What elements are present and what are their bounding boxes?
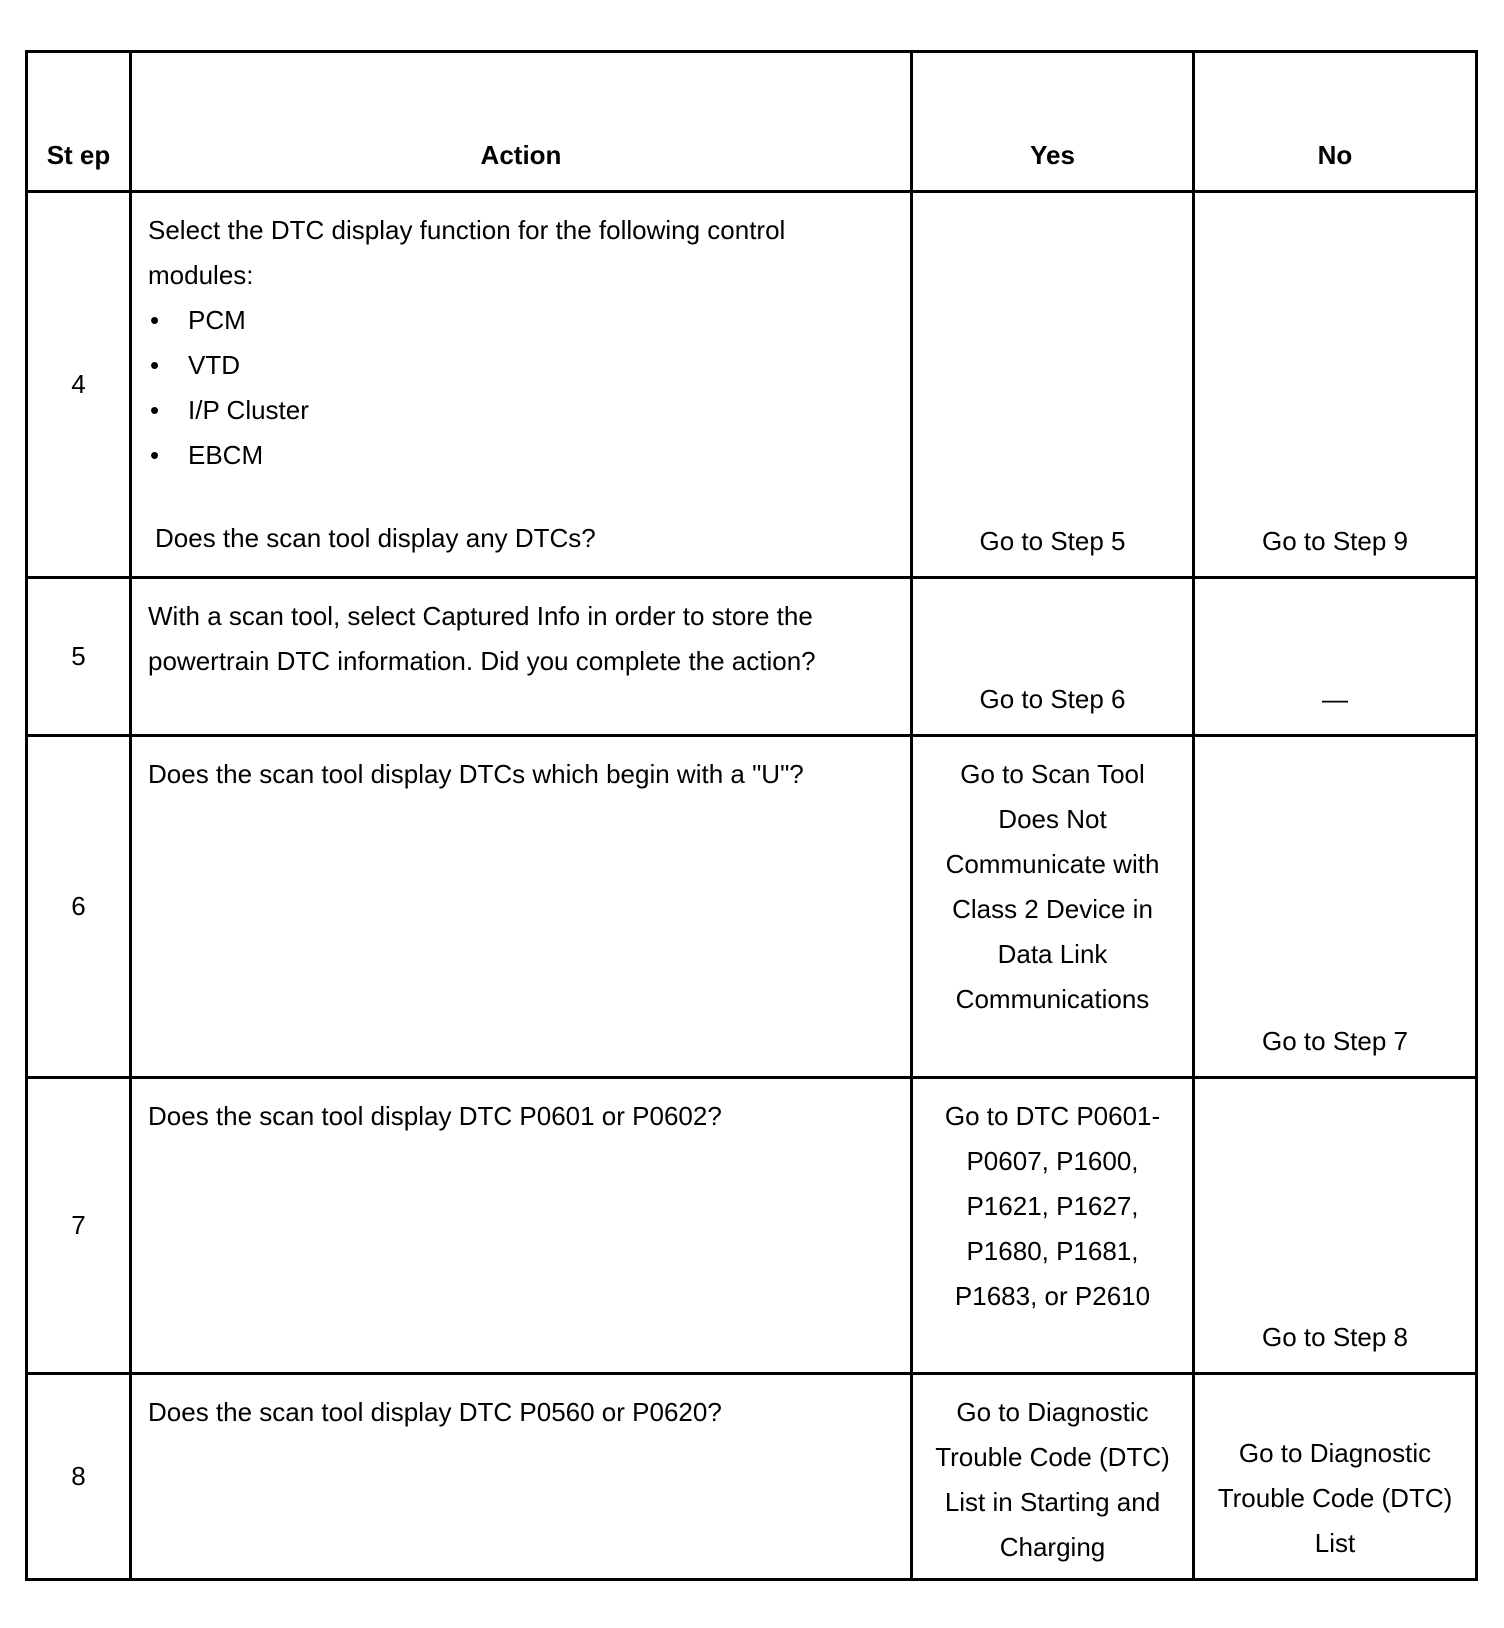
step-number: 4: [27, 192, 131, 578]
list-item: • EBCM: [148, 433, 895, 478]
header-action: Action: [131, 52, 912, 192]
list-item: • VTD: [148, 343, 895, 388]
diagnostic-table: [25, 50, 1478, 1581]
yes-cell: Go to Scan Tool Does Not Communicate with Class 2 Device in Data Link Communications: [912, 736, 1194, 1078]
step-number: 5: [27, 578, 131, 736]
no-cell: —: [1194, 578, 1477, 736]
no-cell: Go to Diagnostic Trouble Code (DTC) List: [1194, 1374, 1477, 1580]
header-row: [27, 52, 1477, 192]
action-cell: With a scan tool, select Captured Info in order to store the powertrain DTC information. Did you complete the action?: [131, 578, 912, 736]
yes-cell: Go to Step 5: [912, 192, 1194, 578]
table-row: [27, 1374, 1477, 1580]
yes-cell: Go to DTC P0601-P0607, P1600, P1621, P1627, P1680, P1681, P1683, or P2610: [912, 1078, 1194, 1374]
list-item: • PCM: [148, 298, 895, 343]
step-number: 7: [27, 1078, 131, 1374]
header-step: St ep: [27, 52, 131, 192]
action-intro: Select the DTC display function for the following control modules:: [148, 215, 786, 290]
header-no: No: [1194, 52, 1477, 192]
table-row: [27, 192, 1477, 578]
module-list: [148, 298, 895, 478]
table-row: [27, 736, 1477, 1078]
list-item: • I/P Cluster: [148, 388, 895, 433]
table-row: [27, 1078, 1477, 1374]
step-number: 8: [27, 1374, 131, 1580]
action-cell: Does the scan tool display DTC P0601 or P0602?: [131, 1078, 912, 1374]
no-cell: Go to Step 8: [1194, 1078, 1477, 1374]
no-cell: Go to Step 7: [1194, 736, 1477, 1078]
header-yes: Yes: [912, 52, 1194, 192]
action-question: Does the scan tool display any DTCs?: [155, 523, 596, 553]
yes-cell: Go to Diagnostic Trouble Code (DTC) List in Starting and Charging: [912, 1374, 1194, 1580]
step-number: 6: [27, 736, 131, 1078]
action-cell: Does the scan tool display DTC P0560 or P0620?: [131, 1374, 912, 1580]
no-cell: Go to Step 9: [1194, 192, 1477, 578]
action-cell: Does the scan tool display DTCs which begin with a "U"?: [131, 736, 912, 1078]
action-cell: [131, 192, 912, 578]
table-row: [27, 578, 1477, 736]
yes-cell: Go to Step 6: [912, 578, 1194, 736]
